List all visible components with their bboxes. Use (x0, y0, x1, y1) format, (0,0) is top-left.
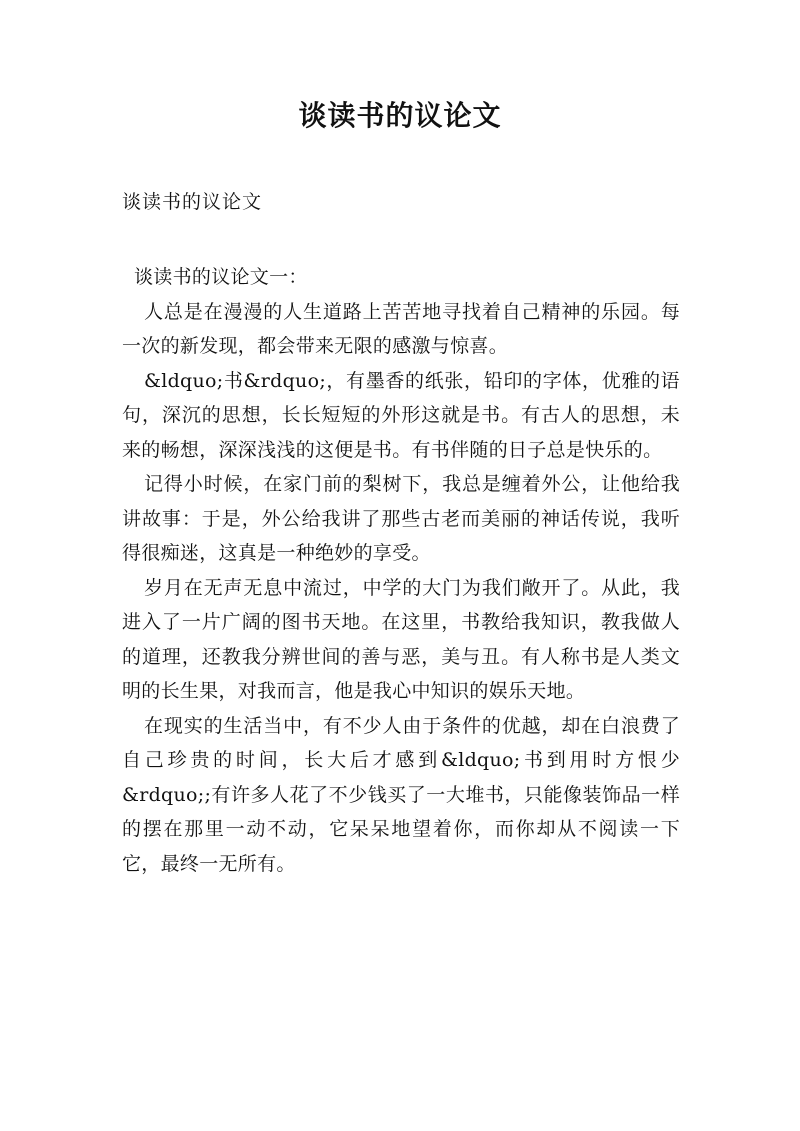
paragraph: &ldquo;书&rdquo;，有墨香的纸张，铅印的字体，优雅的语句，深沉的思想，长长短短的外形这就是书。有古人的思想，未来的畅想，深深浅浅的这便是书。有书伴随的日子总是快乐的。 (122, 369, 680, 461)
paragraph: 岁月在无声无息中流过，中学的大门为我们敞开了。从此，我进入了一片广阔的图书天地。在这里，书教给我知识，教我做人的道理，还教我分辨世间的善与恶，美与丑。有人称书是人类文明的长生果，对我而言，他是我心中知识的娱乐天地。 (122, 576, 680, 702)
paragraph: 在现实的生活当中，有不少人由于条件的优越，却在白浪费了自己珍贵的时间，长大后才感到&ldquo;书到用时方恨少&rdquo;;有许多人花了不少钱买了一大堆书，只能像装饰品一样的摆在那里一动不动，它呆呆地望着你，而你却从不阅读一下它，最终一无所有。 (122, 714, 680, 875)
paragraph: 记得小时候，在家门前的梨树下，我总是缠着外公，让他给我讲故事：于是，外公给我讲了那些古老而美丽的神话传说，我听得很痴迷，这真是一种绝妙的享受。 (122, 473, 680, 564)
document-body (122, 260, 680, 881)
page-title: 谈读书的议论文 (298, 99, 502, 132)
section-heading: 谈读书的议论文一： (134, 266, 308, 288)
document-subtitle: 谈读书的议论文 (122, 191, 263, 213)
paragraph: 人总是在漫漫的人生道路上苦苦地寻找着自己精神的乐园。每一次的新发现，都会带来无限的感激与惊喜。 (122, 300, 680, 357)
